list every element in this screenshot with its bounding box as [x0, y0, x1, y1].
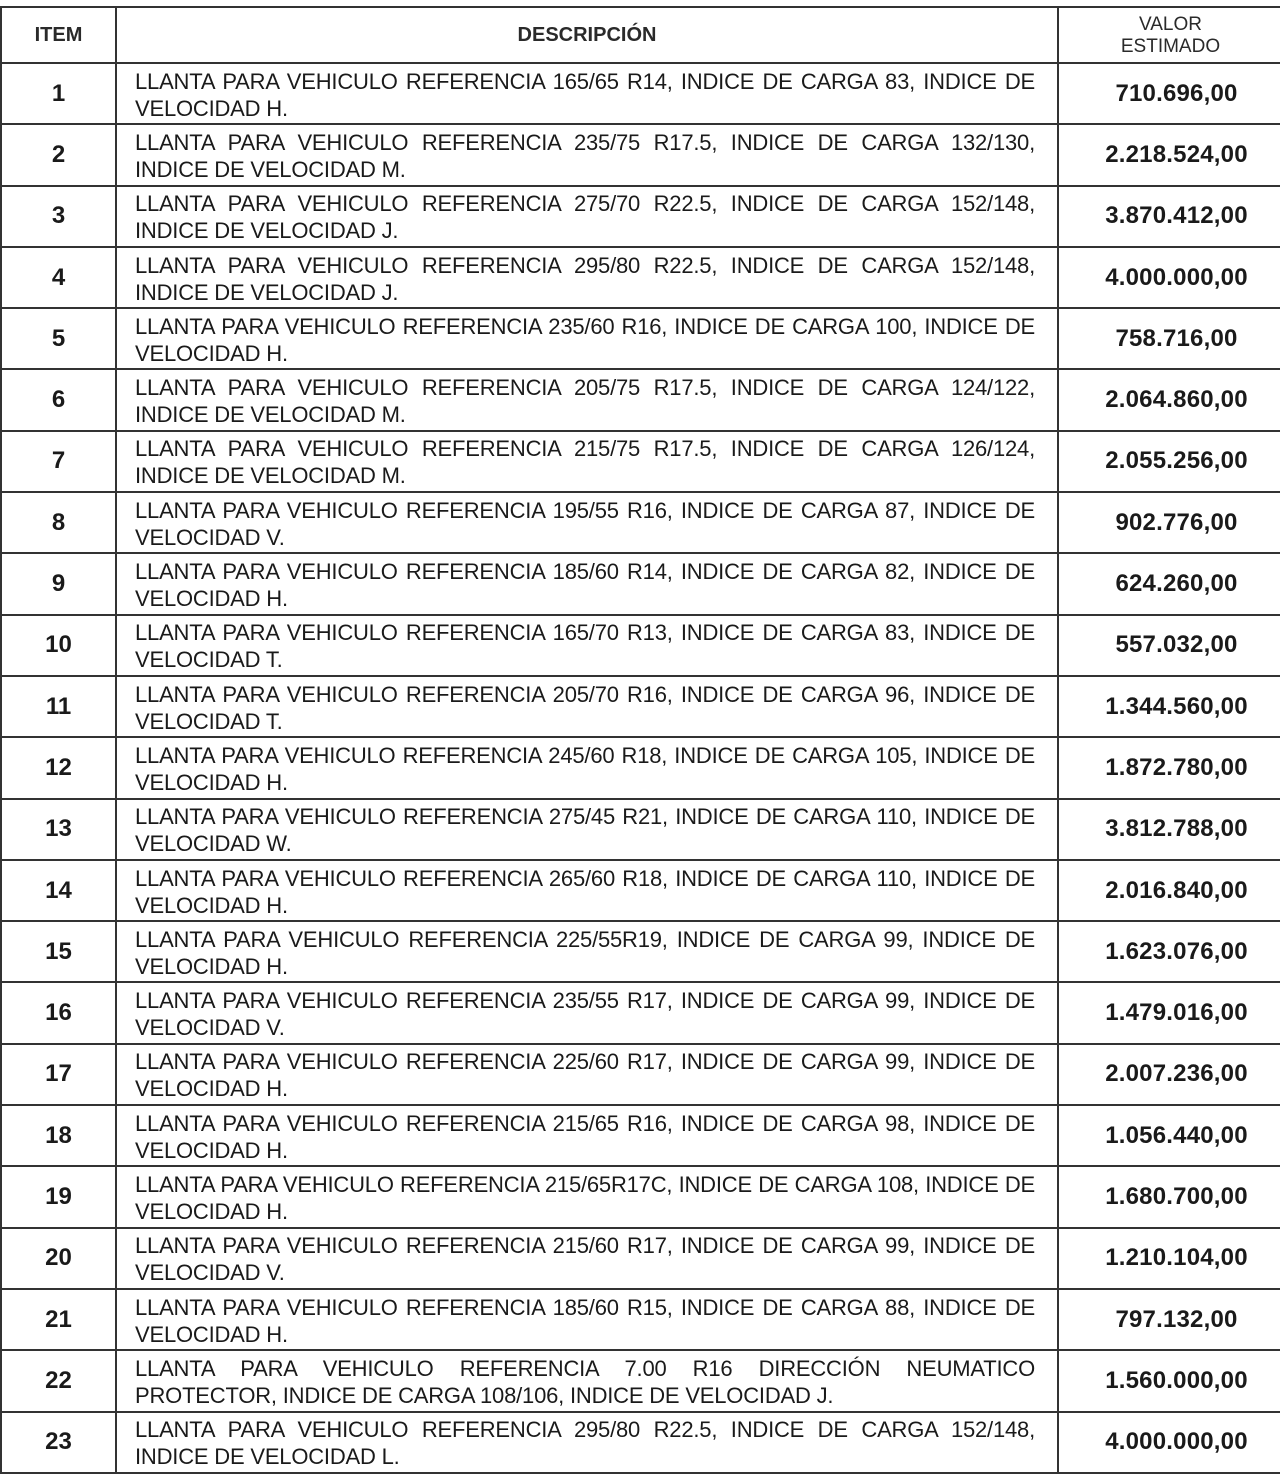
description-cell: LLANTA PARA VEHICULO REFERENCIA 225/60 R17, INDICE DE CARGA 99, INDICE DE VELOCIDAD H. [116, 1044, 1058, 1105]
table-row [1, 431, 1280, 492]
value-cell: 1.872.780,00 [1058, 737, 1280, 798]
table-row [1, 63, 1280, 124]
description-cell: LLANTA PARA VEHICULO REFERENCIA 295/80 R22.5, INDICE DE CARGA 152/148, INDICE DE VELOCIDAD J. [116, 247, 1058, 308]
value-cell: 1.344.560,00 [1058, 676, 1280, 737]
item-cell: 5 [1, 308, 116, 369]
description-cell: LLANTA PARA VEHICULO REFERENCIA 165/65 R14, INDICE DE CARGA 83, INDICE DE VELOCIDAD H. [116, 63, 1058, 124]
value-cell: 4.000.000,00 [1058, 1412, 1280, 1473]
value-cell: 1.680.700,00 [1058, 1166, 1280, 1227]
table-row [1, 799, 1280, 860]
item-cell: 14 [1, 860, 116, 921]
item-cell: 7 [1, 431, 116, 492]
item-cell: 1 [1, 63, 116, 124]
description-cell: LLANTA PARA VEHICULO REFERENCIA 165/70 R13, INDICE DE CARGA 83, INDICE DE VELOCIDAD T. [116, 615, 1058, 676]
value-cell: 4.000.000,00 [1058, 247, 1280, 308]
description-cell: LLANTA PARA VEHICULO REFERENCIA 205/70 R16, INDICE DE CARGA 96, INDICE DE VELOCIDAD T. [116, 676, 1058, 737]
header-value-line2: ESTIMADO [1120, 36, 1221, 57]
value-cell: 557.032,00 [1058, 615, 1280, 676]
item-cell: 2 [1, 124, 116, 185]
item-cell: 9 [1, 553, 116, 614]
description-cell: LLANTA PARA VEHICULO REFERENCIA 7.00 R16 DIRECCIÓN NEUMATICO PROTECTOR, INDICE DE CARGA 108/106, INDICE DE VELOCIDAD J. [116, 1350, 1058, 1411]
value-cell: 1.479.016,00 [1058, 982, 1280, 1043]
value-cell: 2.007.236,00 [1058, 1044, 1280, 1105]
description-cell: LLANTA PARA VEHICULO REFERENCIA 215/75 R17.5, INDICE DE CARGA 126/124, INDICE DE VELOCIDAD M. [116, 431, 1058, 492]
description-cell: LLANTA PARA VEHICULO REFERENCIA 185/60 R14, INDICE DE CARGA 82, INDICE DE VELOCIDAD H. [116, 553, 1058, 614]
table-row [1, 186, 1280, 247]
value-cell: 1.210.104,00 [1058, 1228, 1280, 1289]
table-row [1, 676, 1280, 737]
table-row [1, 1228, 1280, 1289]
value-cell: 902.776,00 [1058, 492, 1280, 553]
value-cell: 797.132,00 [1058, 1289, 1280, 1350]
table-row [1, 308, 1280, 369]
value-cell: 710.696,00 [1058, 63, 1280, 124]
item-cell: 16 [1, 982, 116, 1043]
header-row [1, 7, 1280, 63]
header-value [1058, 7, 1280, 63]
item-cell: 8 [1, 492, 116, 553]
table-row [1, 1350, 1280, 1411]
item-cell: 12 [1, 737, 116, 798]
description-cell: LLANTA PARA VEHICULO REFERENCIA 215/65R17C, INDICE DE CARGA 108, INDICE DE VELOCIDAD H. [116, 1166, 1058, 1227]
tire-estimate-table [0, 6, 1280, 1474]
table-row [1, 921, 1280, 982]
table-row [1, 615, 1280, 676]
item-cell: 15 [1, 921, 116, 982]
description-cell: LLANTA PARA VEHICULO REFERENCIA 225/55R19, INDICE DE CARGA 99, INDICE DE VELOCIDAD H. [116, 921, 1058, 982]
table-row [1, 1166, 1280, 1227]
item-cell: 11 [1, 676, 116, 737]
description-cell: LLANTA PARA VEHICULO REFERENCIA 275/45 R21, INDICE DE CARGA 110, INDICE DE VELOCIDAD W. [116, 799, 1058, 860]
table-row [1, 860, 1280, 921]
description-cell: LLANTA PARA VEHICULO REFERENCIA 215/60 R17, INDICE DE CARGA 99, INDICE DE VELOCIDAD V. [116, 1228, 1058, 1289]
table-row [1, 247, 1280, 308]
item-cell: 3 [1, 186, 116, 247]
item-cell: 22 [1, 1350, 116, 1411]
header-value-line1: VALOR [1138, 14, 1202, 35]
value-cell: 624.260,00 [1058, 553, 1280, 614]
description-cell: LLANTA PARA VEHICULO REFERENCIA 195/55 R16, INDICE DE CARGA 87, INDICE DE VELOCIDAD V. [116, 492, 1058, 553]
table-row [1, 124, 1280, 185]
value-cell: 3.812.788,00 [1058, 799, 1280, 860]
item-cell: 23 [1, 1412, 116, 1473]
description-cell: LLANTA PARA VEHICULO REFERENCIA 185/60 R15, INDICE DE CARGA 88, INDICE DE VELOCIDAD H. [116, 1289, 1058, 1350]
description-cell: LLANTA PARA VEHICULO REFERENCIA 235/60 R16, INDICE DE CARGA 100, INDICE DE VELOCIDAD H. [116, 308, 1058, 369]
table-row [1, 1105, 1280, 1166]
value-cell: 2.055.256,00 [1058, 431, 1280, 492]
item-cell: 21 [1, 1289, 116, 1350]
table-row [1, 492, 1280, 553]
description-cell: LLANTA PARA VEHICULO REFERENCIA 245/60 R18, INDICE DE CARGA 105, INDICE DE VELOCIDAD H. [116, 737, 1058, 798]
value-cell: 2.218.524,00 [1058, 124, 1280, 185]
table-row [1, 369, 1280, 430]
value-cell: 3.870.412,00 [1058, 186, 1280, 247]
value-cell: 2.016.840,00 [1058, 860, 1280, 921]
value-cell: 1.056.440,00 [1058, 1105, 1280, 1166]
item-cell: 20 [1, 1228, 116, 1289]
description-cell: LLANTA PARA VEHICULO REFERENCIA 265/60 R18, INDICE DE CARGA 110, INDICE DE VELOCIDAD H. [116, 860, 1058, 921]
item-cell: 10 [1, 615, 116, 676]
table-row [1, 1412, 1280, 1473]
description-cell: LLANTA PARA VEHICULO REFERENCIA 205/75 R17.5, INDICE DE CARGA 124/122, INDICE DE VELOCIDAD M. [116, 369, 1058, 430]
item-cell: 18 [1, 1105, 116, 1166]
description-cell: LLANTA PARA VEHICULO REFERENCIA 235/75 R17.5, INDICE DE CARGA 132/130, INDICE DE VELOCIDAD M. [116, 124, 1058, 185]
value-cell: 1.623.076,00 [1058, 921, 1280, 982]
item-cell: 4 [1, 247, 116, 308]
item-cell: 13 [1, 799, 116, 860]
value-cell: 1.560.000,00 [1058, 1350, 1280, 1411]
table-row [1, 737, 1280, 798]
item-cell: 19 [1, 1166, 116, 1227]
description-cell: LLANTA PARA VEHICULO REFERENCIA 235/55 R17, INDICE DE CARGA 99, INDICE DE VELOCIDAD V. [116, 982, 1058, 1043]
description-cell: LLANTA PARA VEHICULO REFERENCIA 275/70 R22.5, INDICE DE CARGA 152/148, INDICE DE VELOCIDAD J. [116, 186, 1058, 247]
description-cell: LLANTA PARA VEHICULO REFERENCIA 295/80 R22.5, INDICE DE CARGA 152/148, INDICE DE VELOCIDAD L. [116, 1412, 1058, 1473]
value-cell: 2.064.860,00 [1058, 369, 1280, 430]
table-row [1, 982, 1280, 1043]
header-item: ITEM [1, 7, 116, 63]
table-row [1, 1289, 1280, 1350]
table-row [1, 1044, 1280, 1105]
header-description: DESCRIPCIÓN [116, 7, 1058, 63]
table-row [1, 553, 1280, 614]
description-cell: LLANTA PARA VEHICULO REFERENCIA 215/65 R16, INDICE DE CARGA 98, INDICE DE VELOCIDAD H. [116, 1105, 1058, 1166]
item-cell: 17 [1, 1044, 116, 1105]
item-cell: 6 [1, 369, 116, 430]
value-cell: 758.716,00 [1058, 308, 1280, 369]
